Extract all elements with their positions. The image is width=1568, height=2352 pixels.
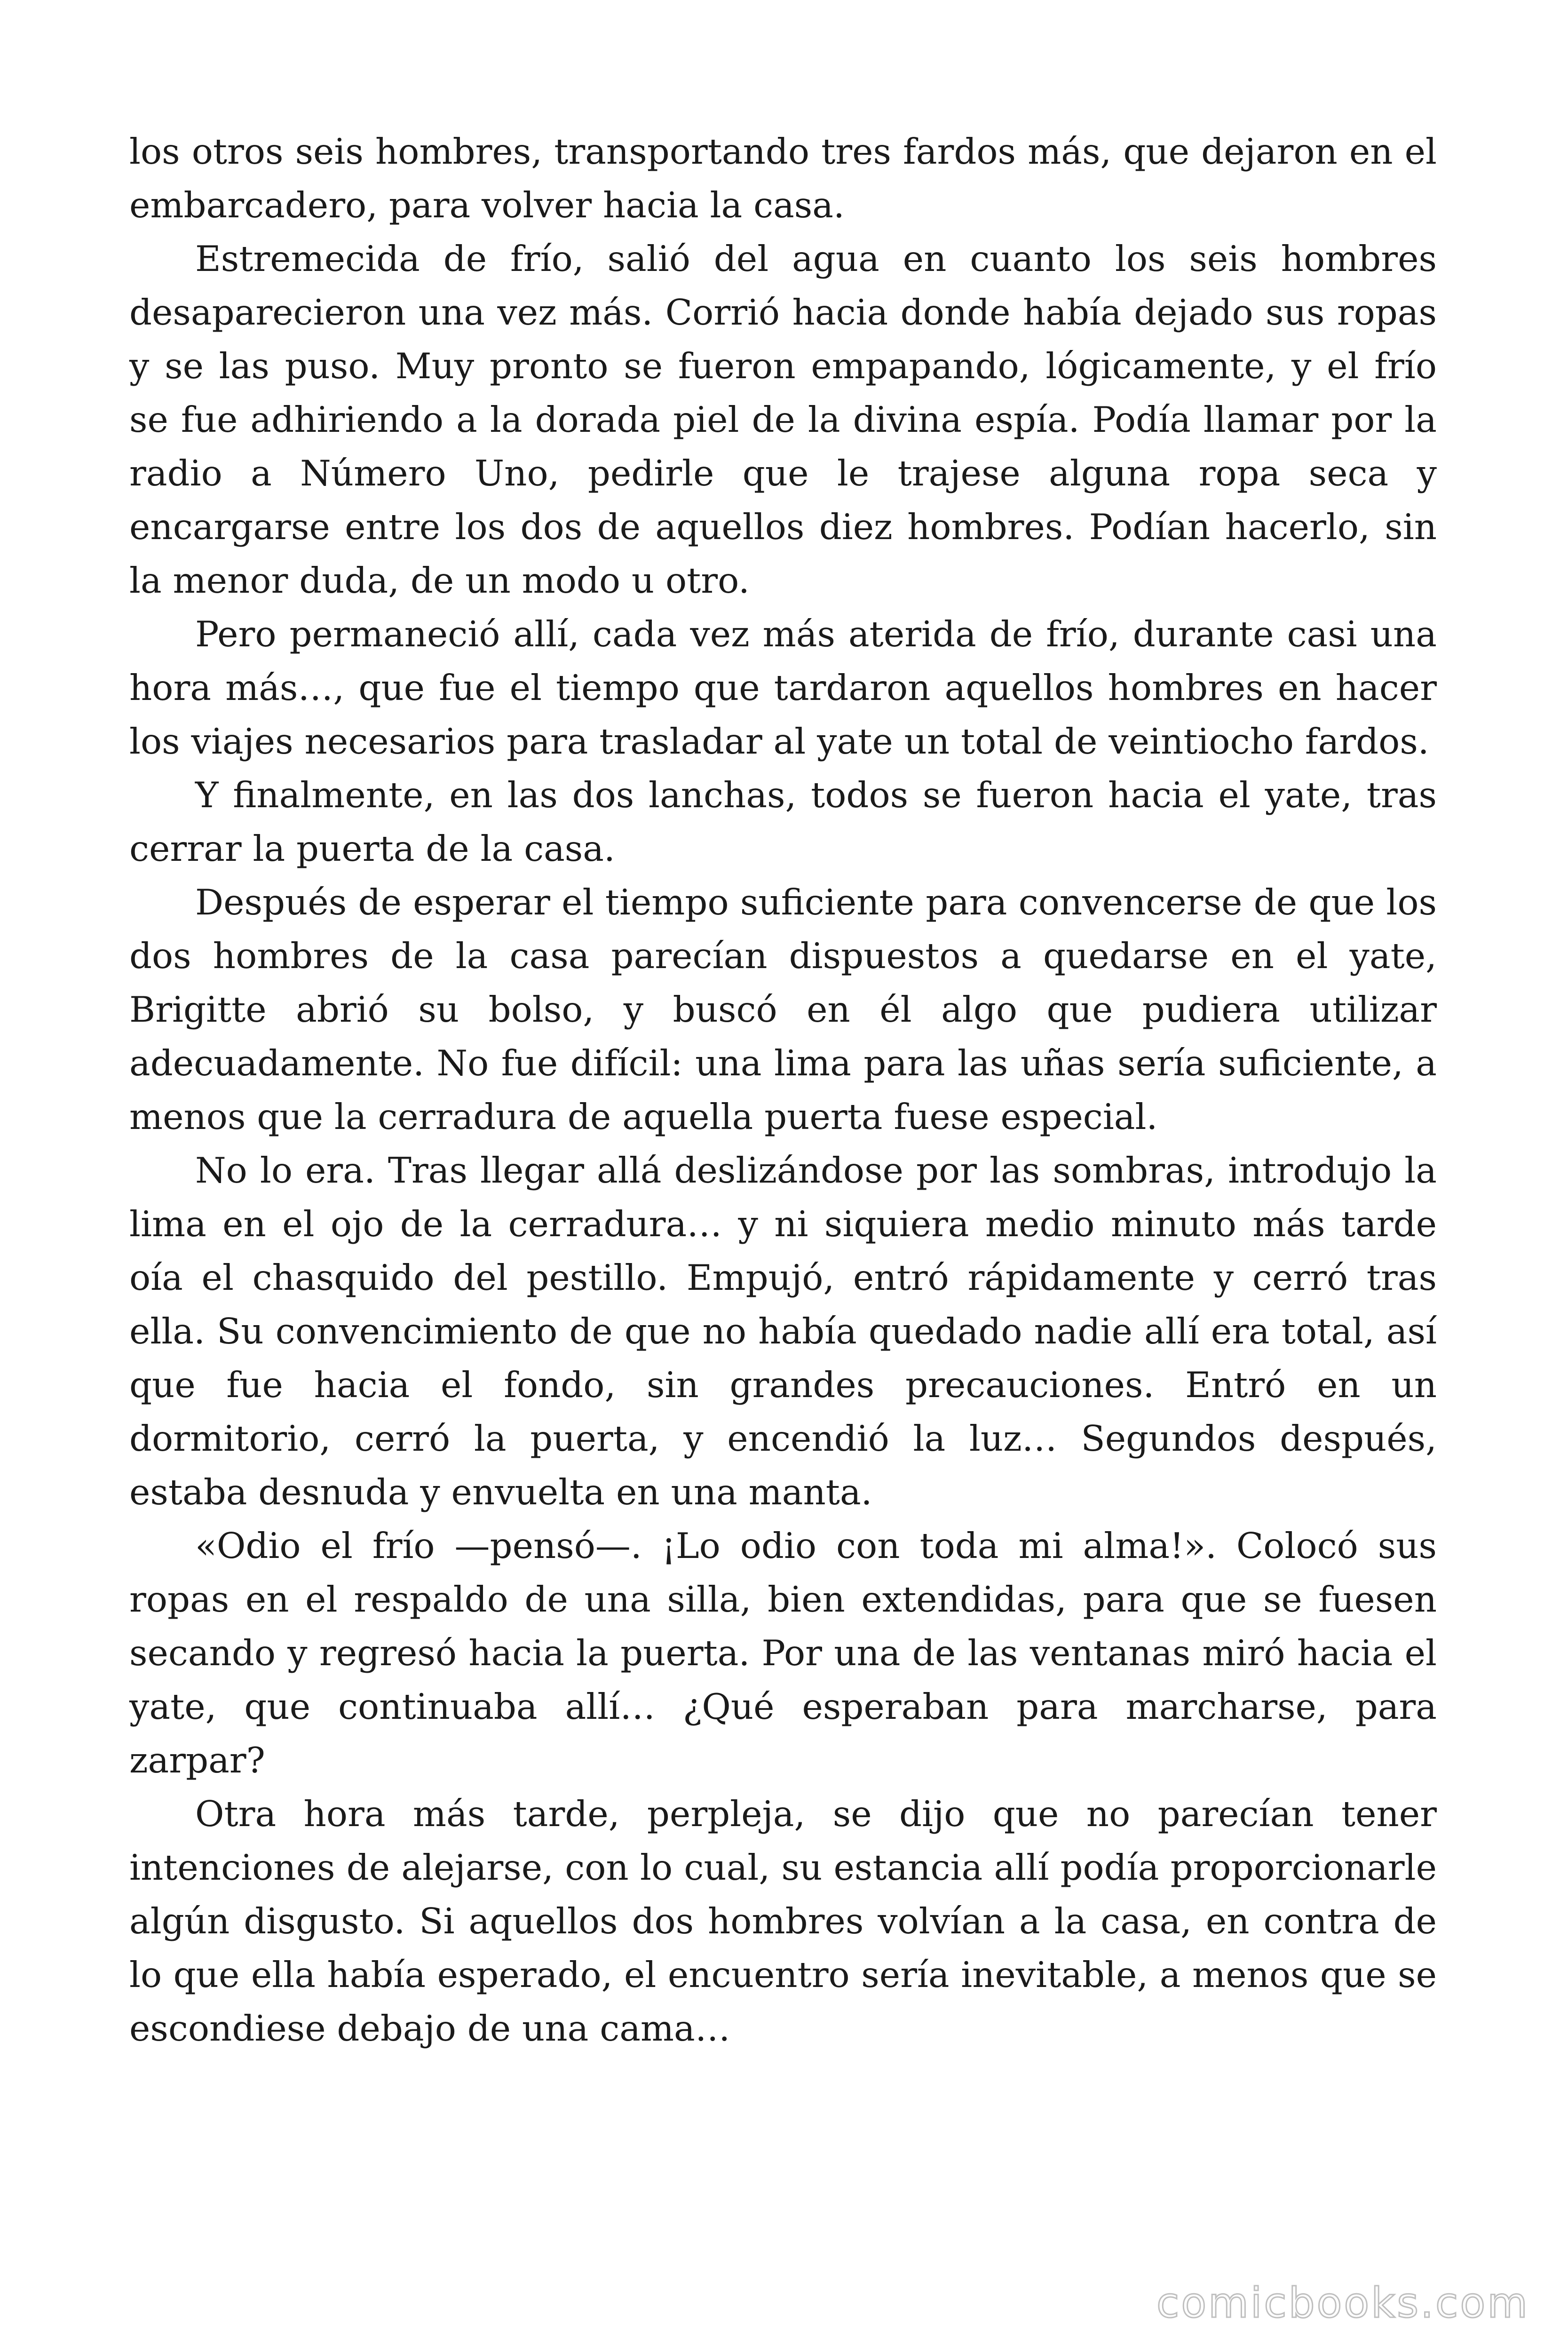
paragraph-5: Después de esperar el tiempo suficiente para convencerse de que los dos hombres de la casa parecían dispuestos a quedarse en el yate, Brigitte abrió su bolso, y buscó en él algo que pudiera utilizar adecuadamente. No fue difícil: una lima para las uñas sería suficiente, a menos que la cerradura de aquella puerta fuese especial. (129, 882, 1437, 1137)
paragraph-7: «Odio el frío —pensó—. ¡Lo odio con toda mi alma!». Colocó sus ropas en el respaldo de una silla, bien extendidas, para que se fuesen secando y regresó hacia la puerta. Por una de las ventanas miró hacia el yate, que continuaba allí… ¿Qué esperaban para marcharse, para zarpar? (129, 1525, 1437, 1781)
paragraph-4: Y finalmente, en las dos lanchas, todos se fueron hacia el yate, tras cerrar la puerta de la casa. (129, 774, 1437, 869)
watermark: comicbooks.com (1156, 2279, 1529, 2327)
paragraph-8: Otra hora más tarde, perpleja, se dijo que no parecían tener intenciones de alejarse, con lo cual, su estancia allí podía proporcionarle algún disgusto. Si aquellos dos hombres volvían a la casa, en contra de lo que ella había esperado, el encuentro sería inevitable, a menos que se escondiese debajo de una cama… (129, 1793, 1437, 2049)
paragraph-2: Estremecida de frío, salió del agua en cuanto los seis hombres desaparecieron una vez más. Corrió hacia donde había dejado sus ropas y se las puso. Muy pronto se fueron empapando, lógicamente, y el frío se fue adhiriendo a la dorada piel de la divina espía. Podía llamar por la radio a Número Uno, pedirle que le trajese alguna ropa seca y encargarse entre los dos de aquellos diez hombres. Podían hacerlo, sin la menor duda, de un modo u otro. (129, 238, 1437, 601)
paragraph-1: los otros seis hombres, transportando tres fardos más, que dejaron en el embarcadero, para volver hacia la casa. (129, 131, 1437, 226)
paragraph-6: No lo era. Tras llegar allá deslizándose por las sombras, introdujo la lima en el ojo de la cerradura… y ni siquiera medio minuto más tarde oía el chasquido del pestillo. Empujó, entró rápidamente y cerró tras ella. Su convencimiento de que no había quedado nadie allí era total, así que fue hacia el fondo, sin grandes precauciones. Entró en un dormitorio, cerró la puerta, y encendió la luz… Segundos después, estaba desnuda y envuelta en una manta. (129, 1150, 1437, 1513)
page-text (129, 125, 1437, 2055)
paragraph-3: Pero permaneció allí, cada vez más aterida de frío, durante casi una hora más…, que fue el tiempo que tardaron aquellos hombres en hacer los viajes necesarios para trasladar al yate un total de veintiocho fardos. (129, 613, 1437, 762)
